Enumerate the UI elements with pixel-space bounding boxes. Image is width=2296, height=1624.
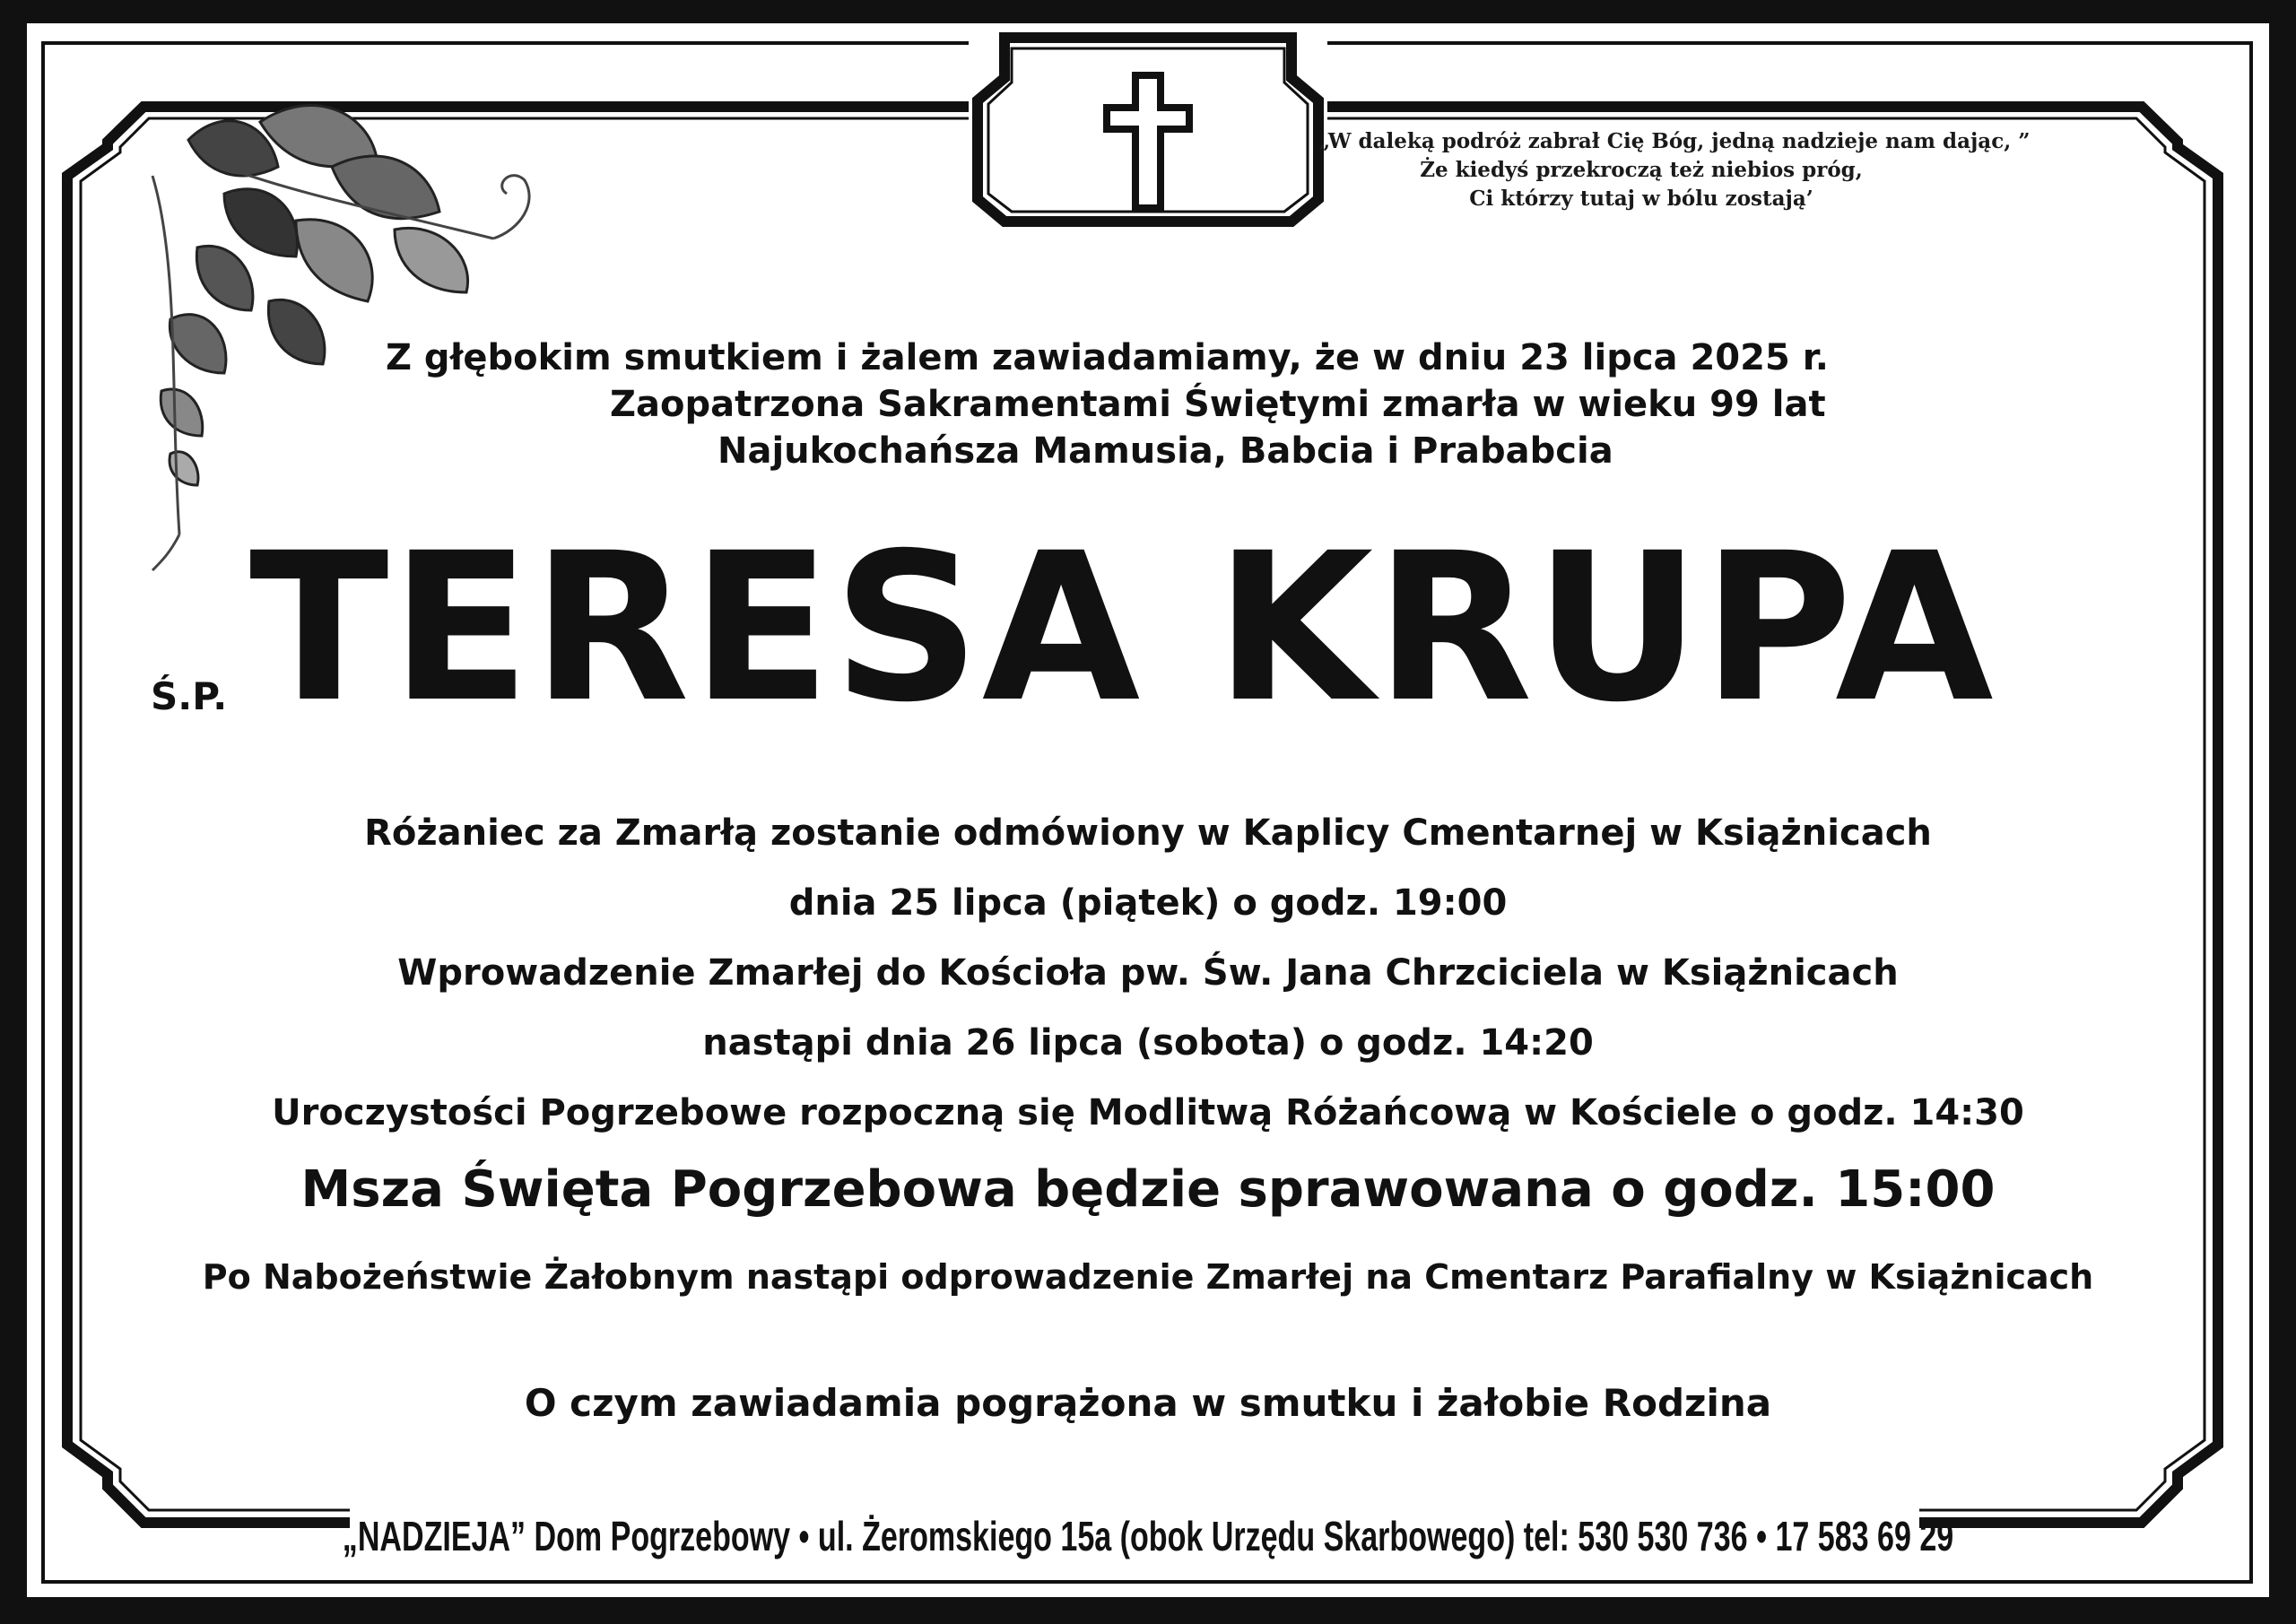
intro-line-1: Z głębokim smutkiem i żalem zawiadamiamy, że w dniu 23 lipca 2025 r. <box>386 337 1829 378</box>
quote-line-2: Że kiedyś przekroczą też niebios próg, <box>1420 158 1863 182</box>
funeral-home-footer: „NADZIEJA” Dom Pogrzebowy • ul. Żeromskiego 15a (obok Urzędu Skarbowego) tel: 530 530 736 • 17 583 69 29 <box>342 1513 1954 1559</box>
closing-line: O czym zawiadamia pogrążona w smutku i żałobie Rodzina <box>524 1381 1772 1425</box>
quote-line-1: „W daleką podróż zabrał Cię Bóg, jedną nadzieje nam dając, ” <box>1318 129 2031 153</box>
ceremony-line-6: Po Nabożeństwie Żałobnym nastąpi odprowadzenie Zmarłej na Cmentarz Parafialny w Książnicach <box>202 1257 2094 1297</box>
name-prefix: Ś.P. <box>151 674 228 718</box>
ceremony-line-1: Różaniec za Zmarłą zostanie odmówiony w Kaplicy Cmentarnej w Książnicach <box>364 812 1932 854</box>
deceased-name: TERESA KRUPA <box>249 508 1996 747</box>
obituary-sheet <box>27 23 2269 1597</box>
ceremony-line-5: Uroczystości Pogrzebowe rozpoczną się Modlitwą Różańcową w Kościele o godz. 14:30 <box>272 1092 2024 1133</box>
intro-line-3: Najukochańsza Mamusia, Babcia i Prababcia <box>718 430 1613 472</box>
ceremony-line-3: Wprowadzenie Zmarłej do Kościoła pw. Św. Jana Chrzciciela w Książnicach <box>397 952 1899 994</box>
funeral-mass-line: Msza Święta Pogrzebowa będzie sprawowana o godz. 15:00 <box>300 1160 1996 1219</box>
memorial-quote <box>1318 127 2031 213</box>
ceremony-line-2: dnia 25 lipca (piątek) o godz. 19:00 <box>788 882 1508 924</box>
ceremony-line-4: nastąpi dnia 26 lipca (sobota) o godz. 14:20 <box>702 1022 1594 1064</box>
quote-line-3: Ci którzy tutaj w bólu zostają’ <box>1469 187 1813 211</box>
intro-line-2: Zaopatrzona Sakramentami Świętymi zmarła w wieku 99 lat <box>610 384 1826 425</box>
cross-badge <box>969 29 1327 244</box>
